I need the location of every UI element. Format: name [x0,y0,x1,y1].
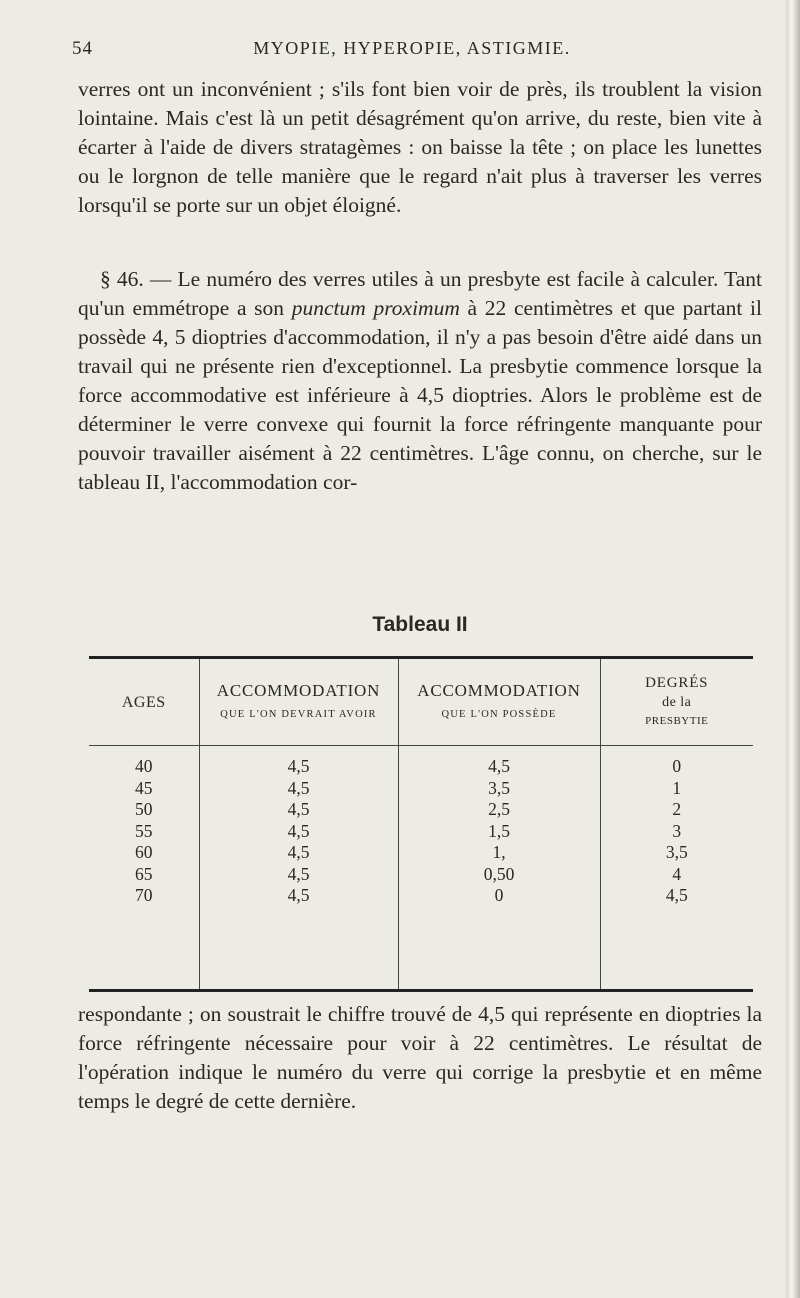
cell-age: 40 [135,756,153,776]
cell-acc-due: 4,5 [287,777,310,798]
header-degrees [600,659,753,746]
cell-acc-due: 4,5 [287,820,310,841]
cell-acc-due: 4,5 [287,885,310,905]
cell-degree: 2 [672,799,682,819]
header-acc-due-sub: QUE L'ON DEVRAIT AVOIR [220,708,377,720]
cell-degree: 3,5 [665,842,688,862]
running-title: MYOPIE, HYPEROPIE, ASTIGMIE. [253,38,571,58]
cell-degree: 3 [672,820,682,841]
cell-acc-due: 4,5 [287,756,310,776]
paragraph-3: respondante ; on soustrait le chiffre trouvé de 4,5 qui représente en dioptries la force réfringente nécessaire pour voir à 22 centimètres. Le résultat de l'opération indique le numéro du verre qui corrige la presbytie et en même temps le degré de cette dernière. [78,1002,762,1113]
cell-age: 55 [135,820,153,841]
cell-acc-has: 3,5 [488,777,510,798]
cell-acc-has: 4,5 [488,756,510,776]
cell-degree: 0 [672,756,682,776]
table-ii [89,656,753,992]
cell-acc-has: 1, [492,842,506,862]
cell-degree: 4 [672,863,682,884]
header-acc-has-sub: QUE L'ON POSSÈDE [441,708,557,720]
table-caption: Tableau II [372,613,468,636]
cell-age: 70 [135,885,153,905]
column-acc-due [199,746,398,990]
header-acc-due-main: ACCOMMODATION [216,680,381,700]
cell-acc-has: 0,50 [483,863,515,884]
cell-acc-has: 2,5 [488,799,510,819]
column-ages [89,746,199,990]
paragraph-2 [78,265,762,497]
cell-degree: 4,5 [665,885,688,905]
column-acc-has [398,746,600,990]
cell-age: 65 [135,863,153,884]
cell-acc-has: 1,5 [488,820,510,841]
cell-age: 45 [135,777,153,798]
cell-degree: 1 [672,777,682,798]
header-degrees-mid: de la [662,694,692,710]
header-degrees-sub: PRESBYTIE [645,714,709,727]
cell-acc-has: 0 [494,885,504,905]
header-acc-has [398,659,600,746]
page-edge [786,0,800,1298]
header-ages: AGES [89,659,199,746]
paragraph-2-part-1: § 46. — Le numéro des verres utiles à un presbyte est facile à calculer. Tant qu'un emmétrope a son [78,267,762,320]
paragraph-1: verres ont un inconvénient ; s'ils font bien voir de près, ils troublent la vision lointaine. Mais c'est là un petit désagrément qu'on arrive, du reste, bien vite à écarter à l'aide de divers stratagèmes : on baisse la tête ; on place les lunettes ou le lorgnon de telle manière que le regard n'ait plus à traverser les verres lorsqu'il se porte sur un objet éloigné. [78,77,762,217]
cell-age: 60 [135,842,153,862]
cell-acc-due: 4,5 [287,842,310,862]
header-degrees-main: DEGRÉS [645,674,709,691]
paragraph-2-italic: punctum proximum [291,296,460,320]
column-degrees [600,746,753,990]
paragraph-2-part-2: à 22 centimètres et que partant il possède 4, 5 dioptries d'accommodation, il n'y a pas besoin d'être aidé dans un travail qui ne présente rien d'exceptionnel. La presbytie commence lorsque la force accommodative est inférieure à 4,5 dioptries. Alors le problème est de déterminer le verre convexe qui fournit la force réfringente manquante pour pouvoir travailler aisément à 22 centimètres. L'âge connu, on cherche, sur le tableau II, l'accommodation cor- [78,296,762,494]
cell-acc-due: 4,5 [287,863,310,884]
header-acc-due [199,659,398,746]
cell-age: 50 [135,799,153,819]
cell-acc-due: 4,5 [287,799,310,819]
page-number: 54 [72,38,93,59]
header-acc-has-main: ACCOMMODATION [417,680,581,700]
